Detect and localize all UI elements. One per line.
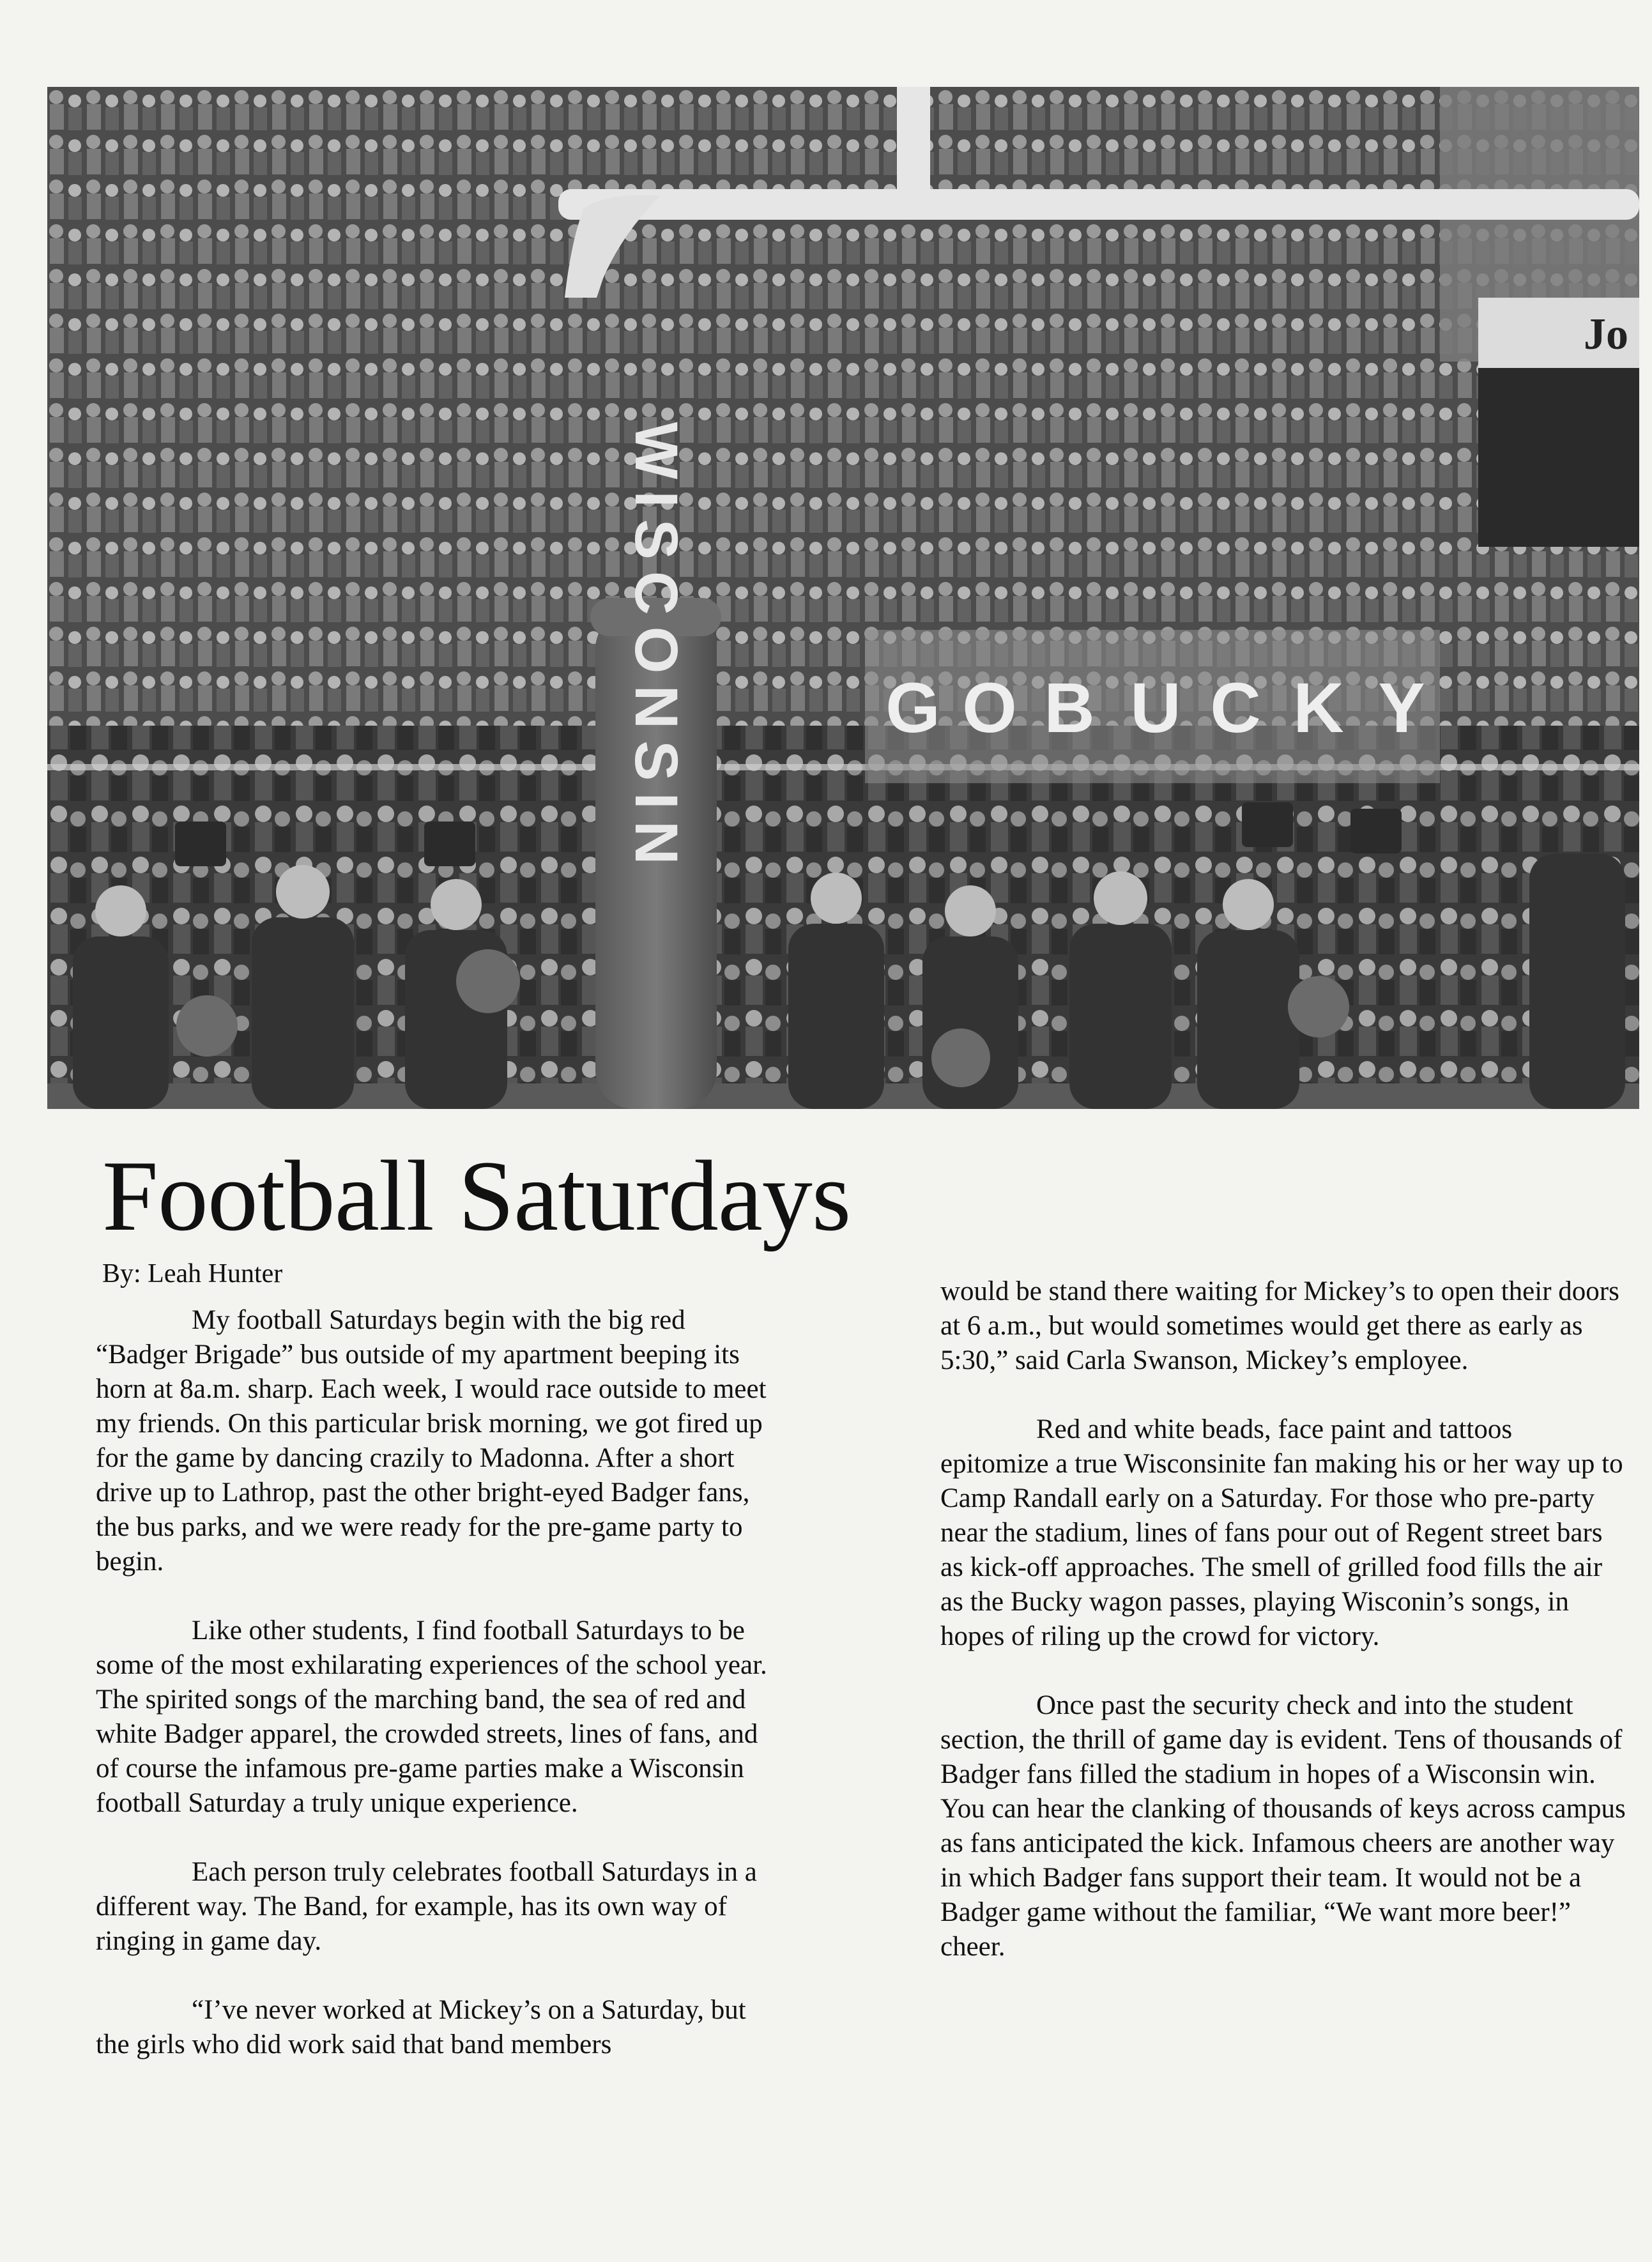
stadium-crowd-illustration — [47, 87, 1639, 1109]
byline: By: Leah Hunter — [102, 1259, 283, 1288]
left-column — [96, 1303, 779, 2062]
chest-letter: C — [1210, 669, 1261, 747]
painted-fans — [865, 630, 1440, 783]
paragraph: “I’ve never worked at Mickey’s on a Saturday, but the girls who did work said that band members — [96, 1995, 746, 2059]
chest-letter: G — [885, 669, 940, 747]
right-column — [940, 1274, 1627, 1964]
paragraph: Red and white beads, face paint and tattoos epitomize a true Wisconsinite fan making his or her way up to Camp Randall early on a Saturday. For those who pre-party near the stadium, lines of fans pour out of Regent street bars as kick-off approaches. The smell of grilled food fills the air as the Bucky wagon passes, playing Wisconin’s songs, in hopes of riling up the crowd for victory. — [940, 1414, 1623, 1651]
chest-letter: O — [962, 669, 1017, 747]
goalpost-pad-text: WISCONSIN — [622, 422, 690, 876]
paragraph: Like other students, I find football Saturdays to be some of the most exhilarating experiences of the school year. The spirited songs of the marching band, the sea of red and white Badger apparel, the crowded streets, lines of fans, and of course the infamous pre-game parties make a Wisconsin football Saturday a truly unique experience. — [96, 1616, 767, 1818]
article-title: Football Saturdays — [102, 1140, 851, 1252]
stadium-photo — [47, 87, 1639, 1109]
paragraph: would be stand there waiting for Mickey’s to open their doors at 6 a.m., but would sometimes would get there as early as 5:30,” said Carla Swanson, Mickey’s employee. — [940, 1276, 1619, 1375]
paragraph: My football Saturdays begin with the big red “Badger Brigade” bus outside of my apartment beeping its horn at 8a.m. sharp. Each week, I would race outside to meet my friends. On this particular brisk morning, we got fired up for the game by dancing crazily to Madonna. After a short drive up to Lathrop, past the other bright-eyed Badger fans, the bus parks, and we were ready for the pre-game party to begin. — [96, 1305, 767, 1577]
chest-letter: U — [1130, 669, 1181, 747]
chest-letter: K — [1293, 669, 1344, 747]
paragraph: Each person truly celebrates football Saturdays in a different way. The Band, for example, has its own way of ringing in game day. — [96, 1857, 757, 1956]
sign-text: Jo — [1584, 310, 1628, 359]
chest-letter: Y — [1378, 669, 1425, 747]
chest-letter: B — [1044, 669, 1095, 747]
paragraph: Once past the security check and into the student section, the thrill of game day is evident. Tens of thousands of Badger fans filled the stadium in hopes of a Wisconsin win. You can hear the clanking of thousands of keys across campus as fans anticipated the kick. Infamous cheers are another way in which Badger fans support their team. It would not be a Badger game without the familiar, “We want more beer!” cheer. — [940, 1690, 1626, 1962]
